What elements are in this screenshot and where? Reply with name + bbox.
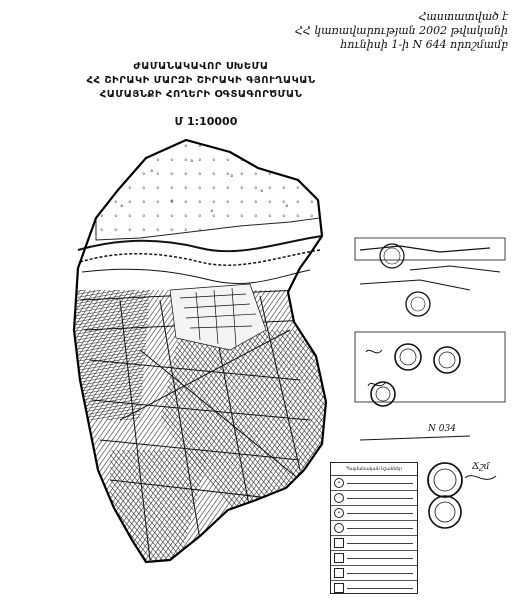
legend-symbol-icon [334,568,344,578]
svg-text:°: ° [285,204,289,212]
legend-symbol-icon [334,583,344,593]
legend-symbol-icon: ◦ [334,493,344,503]
legend-symbol-icon: • [334,508,344,518]
map-title-line-1: ԺԱՄԱՆԱԿԱՎՈՐ ՍԽԵՄԱ [133,61,269,72]
legend-title: Պայմանական նշաններ [331,463,417,476]
map-scale: Մ 1:10000 [174,115,238,128]
legend-symbol-icon [334,538,344,548]
legend-row [331,536,417,551]
svg-text:°: ° [210,209,214,217]
legend-row [331,491,417,506]
legend-symbol-icon [334,553,344,563]
legend-row [331,566,417,581]
pasture-area [96,140,320,240]
legend-row [331,476,417,491]
sign-mark: Ճշմ [472,462,490,472]
svg-text:°: ° [190,159,194,167]
svg-text:°: ° [260,189,264,197]
legend-row [331,551,417,566]
legend-symbol-icon: ◦ [334,523,344,533]
legend-row [331,521,417,536]
legend-row [331,506,417,521]
svg-text:°: ° [170,199,174,207]
map-title-line-3: ՀԱՄԱՅՆՔԻ ՀՈՂԵՐԻ ՕԳՏԱԳՈՐԾՄԱՆ [99,89,303,100]
legend-symbol-icon: • [334,478,344,488]
approval-line-3: հունիսի 1-ի N 644 որոշմամբ [340,38,508,51]
legend-row [331,581,417,595]
approval-line-1: Հաստատված է [418,10,508,23]
stamp-number: N 034 [428,424,456,434]
map-title-line-2: ՀՀ ՇԻՐԱԿԻ ՄԱՐԶԻ ՇԻՐԱԿԻ ԳՅՈՒՂԱԿԱՆ [86,75,316,86]
legend [330,462,418,594]
approval-line-2: ՀՀ կառավարության 2002 թվականի [294,24,508,37]
svg-text:°: ° [230,174,234,182]
road [80,250,320,265]
svg-text:°: ° [120,204,124,212]
svg-text:°: ° [150,169,154,177]
